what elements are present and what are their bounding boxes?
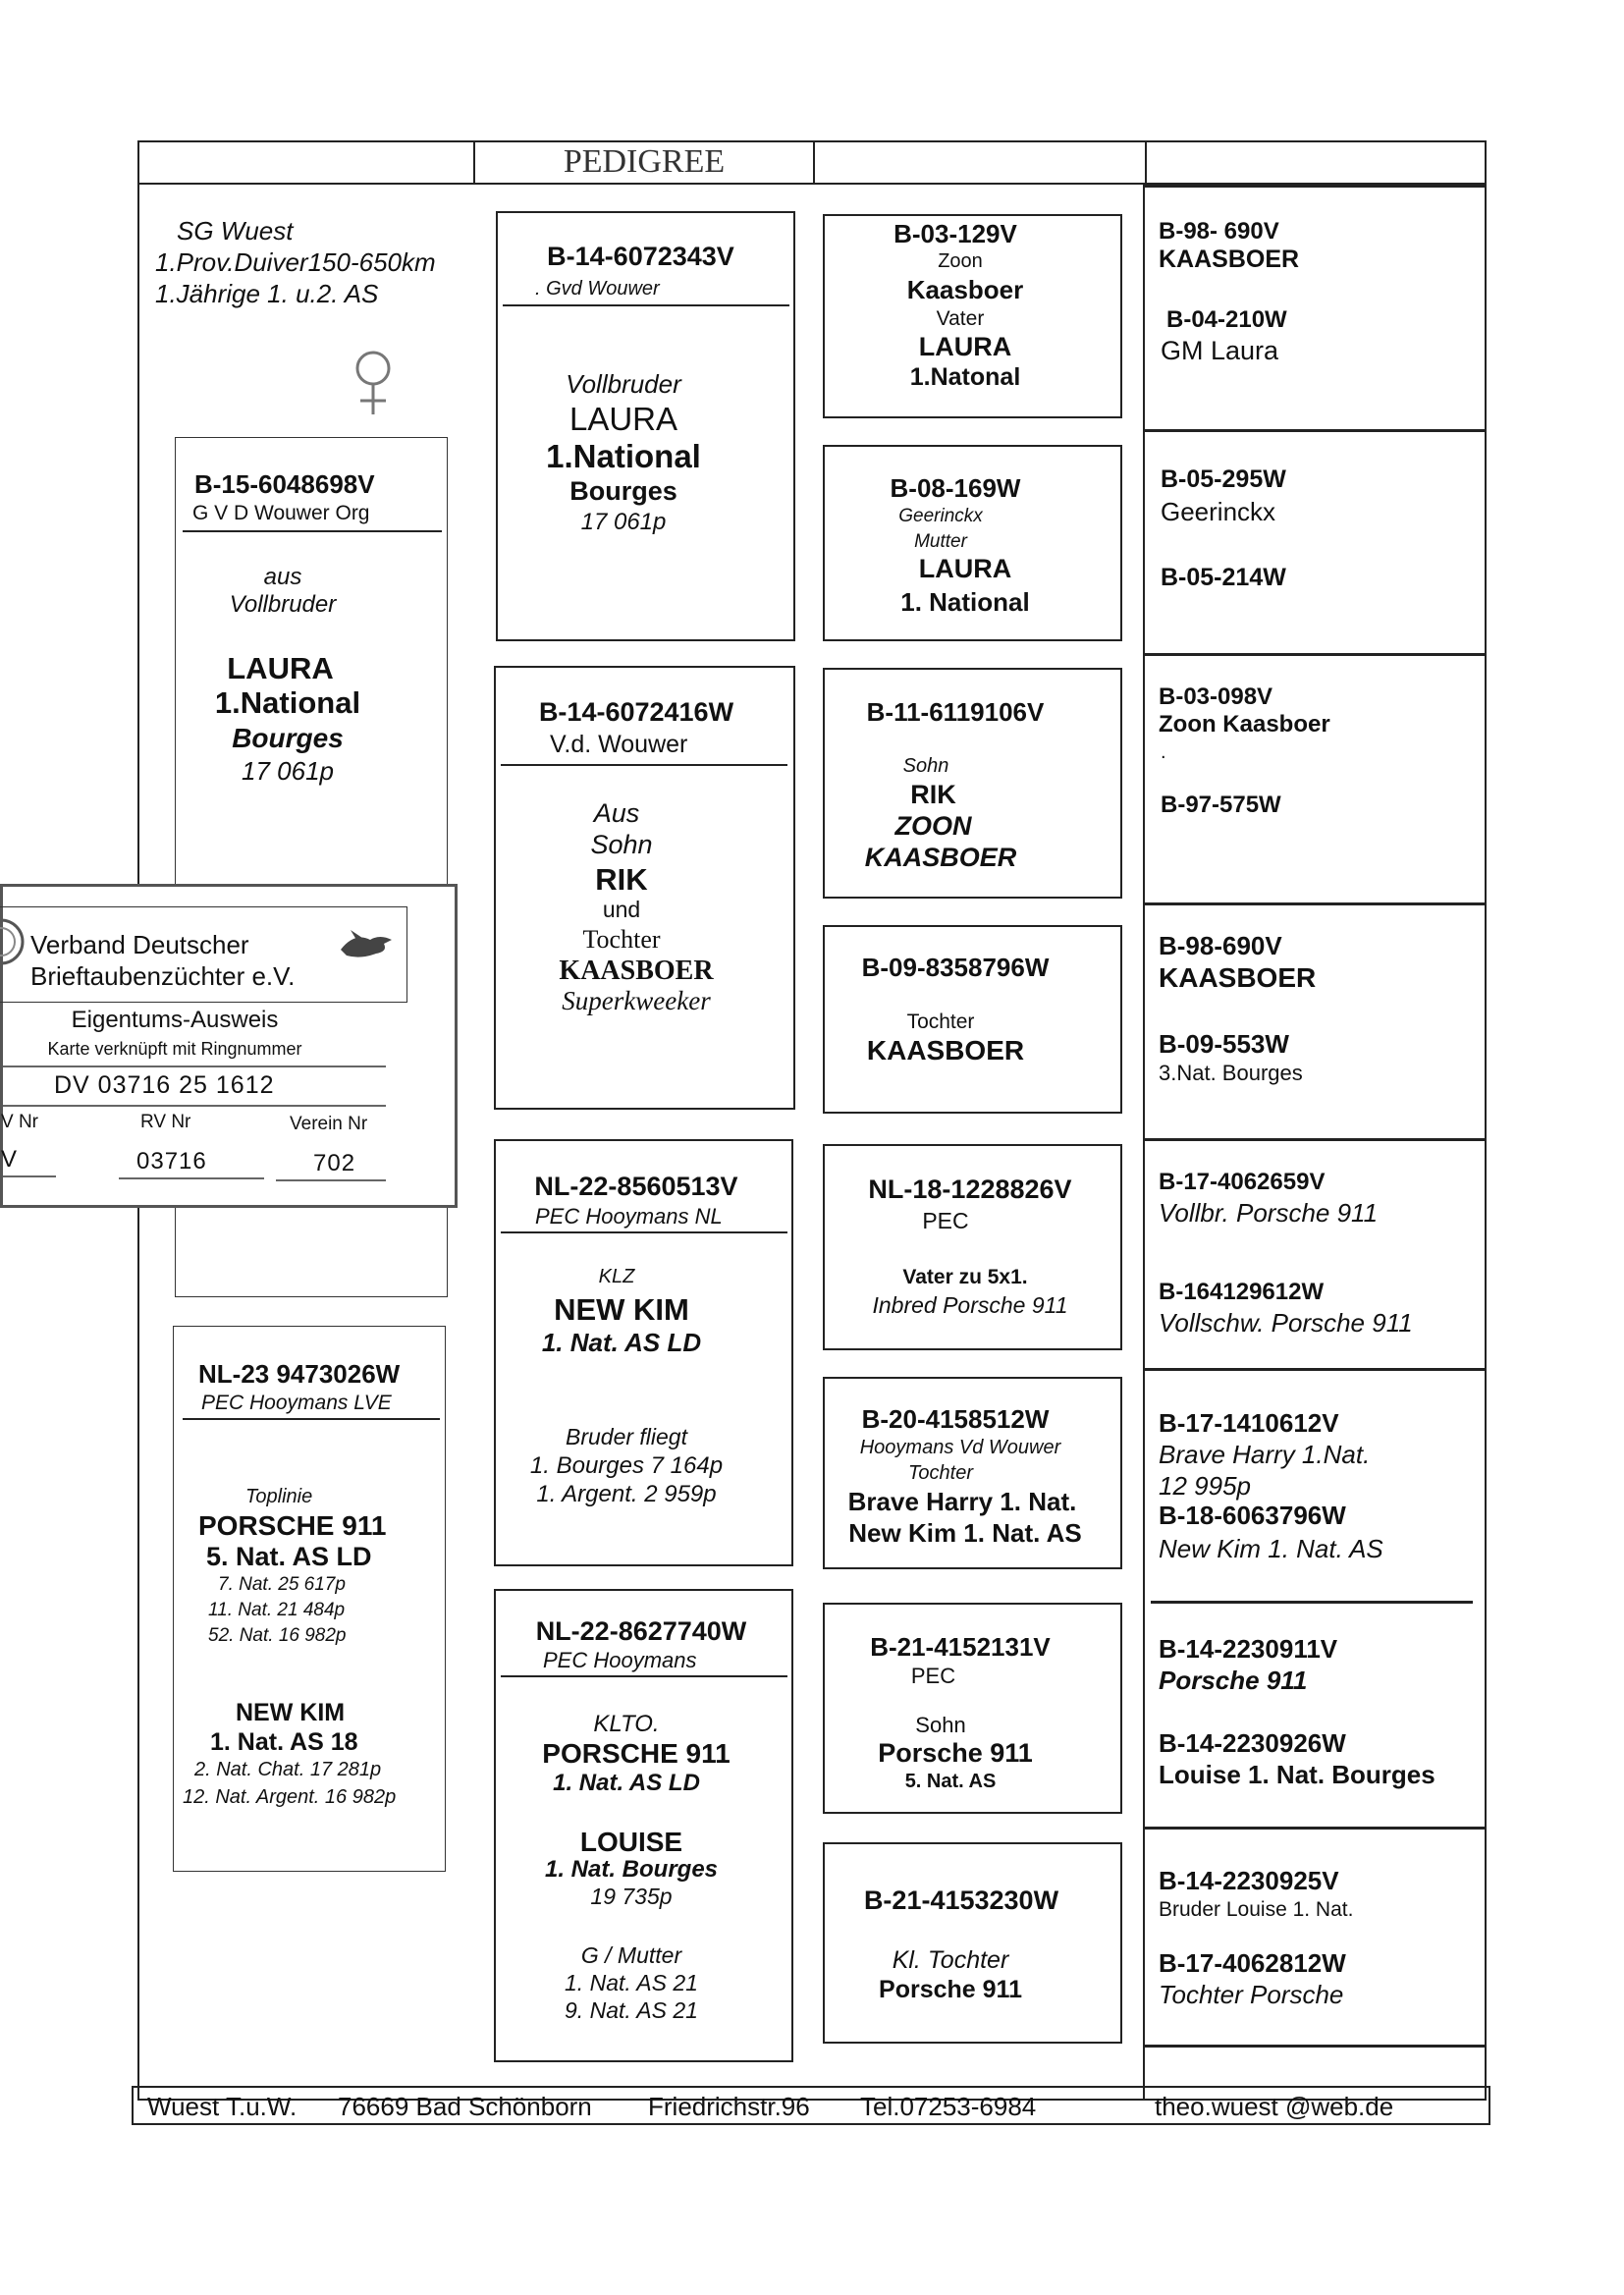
card-org-line-2: Brieftaubenzüchter e.V. <box>30 961 296 991</box>
ggp-5-line-2: Vater zu 5x1. <box>902 1266 1028 1288</box>
grandparent-1-line-1: Vollbruder <box>566 369 681 399</box>
card-col1-value: V <box>1 1146 18 1173</box>
dam-result-3: 52. Nat. 16 982p <box>208 1625 347 1646</box>
card-ring-line <box>3 1066 386 1067</box>
ggp-4-ring: B-09-8358796W <box>861 953 1050 982</box>
ggp-6-line-3: Brave Harry 1. Nat. <box>847 1487 1077 1516</box>
ancestor-2-line-1: B-05-295W <box>1161 465 1286 493</box>
grandparent-4-line-7: G / Mutter <box>580 1942 682 1968</box>
grandparent-2-line-7: Superkweeker <box>562 986 711 1015</box>
ggp-7-line-1: PEC <box>910 1664 956 1688</box>
footer-name: Wuest T.u.W. <box>147 2092 298 2121</box>
female-symbol-icon <box>344 344 403 422</box>
ggp-7-line-2: Sohn <box>915 1713 966 1737</box>
grandparent-4-ring: NL-22-8627740W <box>535 1616 747 1646</box>
grandparent-4-line-4: LOUISE <box>579 1827 683 1857</box>
grandparent-4-line-8: 1. Nat. AS 21 <box>565 1970 698 1995</box>
card-subtitle: Karte verknüpft mit Ringnummer <box>47 1039 302 1059</box>
card-col3-value: 702 <box>313 1150 356 1176</box>
grandparent-1-line-2: LAURA <box>568 401 678 437</box>
ancestor-7-line-3: B-14-2230926W <box>1159 1728 1346 1758</box>
grandparent-3-line-2: NEW KIM <box>554 1292 689 1327</box>
dam-breeder: PEC Hooymans LVE <box>201 1392 392 1414</box>
ancestor-8-line-1: B-14-2230925V <box>1159 1866 1339 1895</box>
ggp-1-line-4: LAURA <box>918 332 1012 361</box>
grandparent-2-line-4: und <box>602 897 641 922</box>
ancestor-1-line-3: B-04-210W <box>1166 306 1287 333</box>
ggp-8-line-1: Kl. Tochter <box>892 1946 1009 1974</box>
ancestor-1-line-1: B-98- 690V <box>1159 218 1279 245</box>
grandparent-3-breeder: PEC Hooymans NL <box>535 1204 723 1229</box>
ggp-4-line-2: KAASBOER <box>866 1035 1025 1066</box>
ancestor-6-line-5: New Kim 1. Nat. AS <box>1159 1534 1383 1563</box>
grandparent-3-line-1: KLZ <box>598 1266 635 1287</box>
card-org-line-1: Verband Deutscher <box>30 930 249 959</box>
ancestor-8-line-2: Bruder Louise 1. Nat. <box>1159 1898 1354 1921</box>
ggp-5-ring: NL-18-1228826V <box>868 1175 1072 1204</box>
ancestor-2-line-2: Geerinckx <box>1161 497 1276 526</box>
grandparent-4-breeder: PEC Hooymans <box>543 1648 697 1672</box>
dam-line-1: Toplinie <box>245 1486 313 1507</box>
org-logo-icon <box>0 912 27 971</box>
dam-result2-2: 12. Nat. Argent. 16 982p <box>183 1786 397 1808</box>
ancestor-7-line-1: B-14-2230911V <box>1159 1634 1338 1664</box>
ancestor-7-line-2: Porsche 911 <box>1159 1666 1308 1695</box>
ancestor-3-line-3: . <box>1161 741 1166 763</box>
sire-highlight-1: LAURA <box>227 651 334 685</box>
sire-line-2: Vollbruder <box>229 591 337 618</box>
ancestor-1-line-2: KAASBOER <box>1159 246 1300 273</box>
ancestor-3-line-4: B-97-575W <box>1161 792 1281 818</box>
header-cell-4 <box>1145 140 1487 185</box>
grandparent-1-line-5: 17 061p <box>580 509 667 535</box>
dam-ring: NL-23 9473026W <box>198 1359 401 1389</box>
card-col2-underline <box>119 1177 264 1179</box>
ancestor-3-line-2: Zoon Kaasboer <box>1159 711 1330 738</box>
grandparent-1-underline <box>503 304 789 306</box>
ggp-8-line-2: Porsche 911 <box>879 1976 1022 2003</box>
ggp-6-ring: B-20-4158512W <box>861 1404 1050 1434</box>
ancestor-3-line-1: B-03-098V <box>1159 683 1273 710</box>
header-cell-1 <box>137 140 475 185</box>
grandparent-2-line-2: Sohn <box>590 830 653 859</box>
ancestor-1-line-4: GM Laura <box>1161 336 1279 365</box>
ggp-5-line-3: Inbred Porsche 911 <box>872 1292 1068 1318</box>
grandparent-2-underline <box>501 764 787 766</box>
footer-email: theo.wuest @web.de <box>1155 2092 1394 2121</box>
dam-result-2: 11. Nat. 21 484p <box>208 1600 346 1620</box>
card-col1-underline <box>3 1175 56 1177</box>
card-title: Eigentums-Ausweis <box>71 1007 279 1033</box>
grandparent-2-line-6: KAASBOER <box>559 956 714 986</box>
ownership-card <box>0 884 458 1208</box>
ggp-2-line-1: Geerinckx <box>898 506 983 526</box>
sire-ring: B-15-6048698V <box>194 469 375 499</box>
card-ring-number: DV 03716 25 1612 <box>54 1071 275 1099</box>
ggp-7-ring: B-21-4152131V <box>870 1632 1051 1662</box>
grandparent-2-ring: B-14-6072416W <box>538 697 734 727</box>
card-col3-underline <box>276 1179 386 1181</box>
ggp-1-line-5: 1.Natonal <box>909 363 1021 391</box>
grandparent-4-line-6: 19 735p <box>590 1884 673 1909</box>
sire-highlight-3: Bourges <box>232 723 344 753</box>
ggp-3-line-4: KAASBOER <box>864 843 1017 872</box>
owner-line-3: 1.Jährige 1. u.2. AS <box>155 279 379 308</box>
dam-underline <box>183 1418 440 1420</box>
card-ring-underline <box>3 1105 386 1107</box>
ancestor-4-line-4: 3.Nat. Bourges <box>1159 1061 1303 1085</box>
ggp-7-line-3: Porsche 911 <box>878 1738 1033 1768</box>
ggp-2-line-2: Mutter <box>914 531 967 552</box>
dam-result-1: 7. Nat. 25 617p <box>218 1574 346 1595</box>
footer-street: Friedrichstr.96 <box>648 2092 810 2121</box>
ancestor-4-line-2: KAASBOER <box>1159 962 1317 993</box>
sire-line-1: aus <box>263 564 302 590</box>
sire-breeder: G V D Wouwer Org <box>192 502 370 524</box>
grandparent-2-line-5: Tochter <box>582 925 661 954</box>
footer-city: 76669 Bad Schönborn <box>338 2092 592 2121</box>
grandparent-1-line-4: Bourges <box>569 476 677 506</box>
sire-underline <box>183 530 442 532</box>
grandparent-1-breeder: . Gvd Wouwer <box>535 278 660 300</box>
ancestor-6-line-1: B-17-1410612V <box>1159 1408 1339 1438</box>
ggp-1-line-2: Kaasboer <box>906 275 1024 304</box>
card-col2-label: RV Nr <box>140 1112 191 1132</box>
grandparent-4-line-2: PORSCHE 911 <box>542 1738 731 1769</box>
ancestor-7-line-4: Louise 1. Nat. Bourges <box>1159 1760 1435 1789</box>
grandparent-3-line-6: 1. Argent. 2 959p <box>536 1481 717 1507</box>
ancestor-5-line-3: B-164129612W <box>1159 1279 1325 1305</box>
ggp-6-line-2: Tochter <box>908 1462 973 1484</box>
grandparent-4-underline <box>501 1675 787 1677</box>
grandparent-2-line-3: RIK <box>595 862 648 897</box>
ggp-8-ring: B-21-4153230W <box>863 1885 1059 1915</box>
grandparent-2-line-1: Aus <box>593 798 640 828</box>
ggp-3-line-2: RIK <box>910 780 956 809</box>
ancestor-4-line-1: B-98-690V <box>1159 931 1282 960</box>
ggp-1-line-3: Vater <box>936 307 985 330</box>
ancestor-5-line-1: B-17-4062659V <box>1159 1169 1326 1195</box>
ggp-3-ring: B-11-6119106V <box>866 697 1045 727</box>
great-grandparent-box-8 <box>823 1842 1122 2044</box>
ggp-5-line-1: PEC <box>922 1208 969 1233</box>
ancestor-5-line-4: Vollschw. Porsche 911 <box>1159 1308 1413 1338</box>
card-col2-value: 03716 <box>136 1148 207 1175</box>
grandparent-1-ring: B-14-6072343V <box>547 242 734 271</box>
grandparent-3-underline <box>501 1231 787 1233</box>
dam-result2-1: 2. Nat. Chat. 17 281p <box>194 1759 382 1780</box>
dam-highlight-2: 5. Nat. AS LD <box>206 1542 372 1571</box>
ggp-2-ring: B-08-169W <box>890 473 1021 503</box>
grandparent-4-line-1: KLTO. <box>593 1711 660 1737</box>
dam-highlight2-2: 1. Nat. AS 18 <box>210 1728 358 1756</box>
grandparent-3-ring: NL-22-8560513V <box>534 1172 738 1201</box>
ancestor-4-line-3: B-09-553W <box>1159 1029 1289 1059</box>
grandparent-4-line-3: 1. Nat. AS LD <box>553 1770 700 1796</box>
sire-highlight-2: 1.National <box>214 685 361 720</box>
owner-line-1: SG Wuest <box>177 216 294 246</box>
ancestor-2-line-3: B-05-214W <box>1161 564 1286 591</box>
pigeon-icon <box>337 926 396 965</box>
dam-highlight2-1: NEW KIM <box>236 1699 346 1726</box>
grandparent-4-line-9: 9. Nat. AS 21 <box>565 1997 698 2023</box>
ggp-7-line-4: 5. Nat. AS <box>904 1771 997 1792</box>
ggp-2-line-3: LAURA <box>918 554 1012 583</box>
ggp-6-line-1: Hooymans Vd Wouwer <box>859 1437 1061 1458</box>
ggp-1-line-1: Zoon <box>938 250 983 272</box>
sire-highlight-4: 17 061p <box>242 756 334 786</box>
grandparent-2-breeder: V.d. Wouwer <box>550 731 688 758</box>
footer-phone: Tel.07253-6984 <box>860 2092 1037 2121</box>
grandparent-1-line-3: 1.National <box>546 438 701 474</box>
ancestor-6-line-2: Brave Harry 1.Nat. <box>1159 1440 1371 1469</box>
ggp-1-ring: B-03-129V <box>893 219 1017 248</box>
ggp-6-line-4: New Kim 1. Nat. AS <box>848 1518 1082 1548</box>
grandparent-3-line-3: 1. Nat. AS LD <box>541 1328 702 1357</box>
ggp-4-line-1: Tochter <box>906 1011 975 1033</box>
card-col1-label: V Nr <box>1 1112 38 1132</box>
ancestor-6-line-4: B-18-6063796W <box>1159 1501 1346 1530</box>
grandparent-3-line-5: 1. Bourges 7 164p <box>529 1452 724 1479</box>
dam-highlight-1: PORSCHE 911 <box>198 1510 387 1541</box>
ancestor-8-line-3: B-17-4062812W <box>1159 1948 1346 1978</box>
page-title: PEDIGREE <box>563 143 726 180</box>
owner-line-2: 1.Prov.Duiver150-650km <box>155 247 436 277</box>
ancestor-8-line-4: Tochter Porsche <box>1159 1980 1344 2009</box>
header-cell-3 <box>813 140 1147 185</box>
ancestor-6-line-3: 12 995p <box>1159 1471 1251 1501</box>
ggp-3-line-1: Sohn <box>902 755 949 777</box>
ggp-3-line-3: ZOON <box>894 811 972 841</box>
card-col3-label: Verein Nr <box>290 1114 368 1134</box>
grandparent-3-line-4: Bruder fliegt <box>565 1424 687 1449</box>
ancestor-box-8 <box>1143 1830 1487 2048</box>
ancestor-5-line-2: Vollbr. Porsche 911 <box>1159 1198 1379 1228</box>
ggp-2-line-4: 1. National <box>900 587 1030 617</box>
grandparent-4-line-5: 1. Nat. Bourges <box>544 1856 719 1883</box>
